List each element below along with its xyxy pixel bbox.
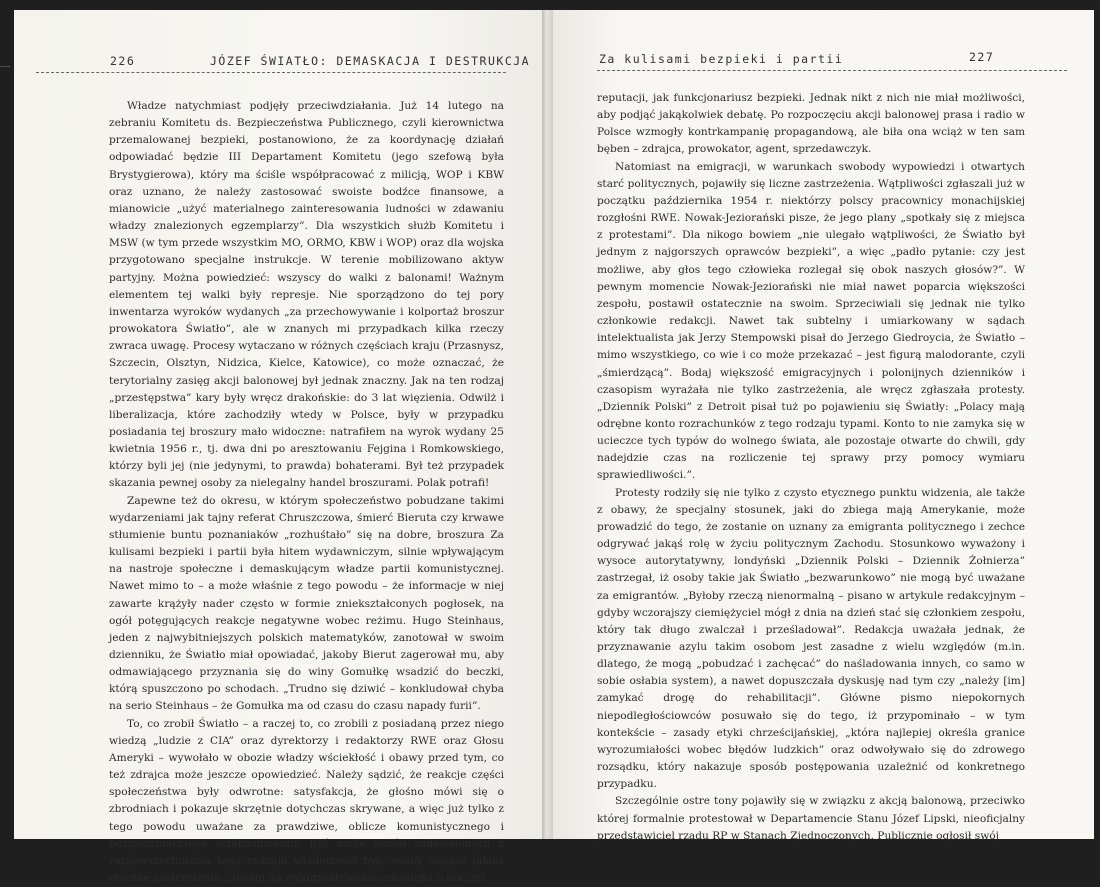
left-running-head: JÓZEF ŚWIATŁO: DEMASKACJA I DESTRUKCJA <box>210 54 531 68</box>
left-header-rule <box>36 72 506 73</box>
left-paragraph-1: Władze natychmiast podjęły przeciwdziałania. Już 14 lutego na zebraniu Komitetu ds. Bezpieczeństwa Publicznego, czyli kierownictwa przemalowanej bezpieki, postanowiono, że za koordynację działań odpowiadać będzie III Departament Komitetu (jego szefową była Brystygierowa), który ma ściśle współpracować z milicją, WOP i KBW oraz uznano, że należy zastosować swoiste bodźce finansowe, a mianowicie „użyć materialnego zainteresowania ludności w zdawaniu władzy znalezionych egzemplarzy”. Dla wszystkich służb Komitetu i MSW (w tym przede wszystkim MO, ORMO, KBW i WOP) oraz dla wojska przygotowano specjalne instrukcje. W terenie mobilizowano aktyw partyjny. Można powiedzieć: wszyscy do walki z balonami! Ważnym elementem tej walki były represje. Nie sporządzono do tej pory inwentarza wyroków wydanych „za przechowywanie i kolportaż broszur prowokatora Światło”, ale w znanych mi przypadkach kilka rzeczy zwraca uwagę. Procesy wytaczano w różnych częściach kraju (Przasnysz, Szczecin, Olsztyn, Nidzica, Kielce, Katowice), co może oznaczać, że terytorialny zasięg akcji balonowej był jednak znaczny. Jak na ten rodzaj „przestępstwa” kary były wręcz drakońskie: do 3 lat więzienia. Odwilż i liberalizacja, które zachodziły wtedy w Polsce, były w przypadku posiadania tej broszury mało widoczne: natrafiłem na wyrok wydany 25 kwietnia 1956 r., tj. dwa dni po aresztowaniu Fejgina i Romkowskiego, którzy byli jej (nie jedynymi, to prawda) bohaterami. Był też przypadek skazania pewnej osoby za nielegalny handel broszurami. Polak potrafi! <box>109 100 504 490</box>
right-paragraph-1: reputacji, jak funkcjonariusz bezpieki. Jednak nikt z nich nie miał możliwości, aby podjąć jakąkolwiek debatę. Po rozpoczęciu akcji balonowej prasa i radio w Polsce wzmogły kontrkampanię propagandową, ale biła ona wciąż w ten sam bęben – zdrajca, prowokator, agent, sprzedawczyk. <box>597 92 1025 156</box>
left-page <box>14 10 542 885</box>
left-page-number: 226 <box>110 54 136 68</box>
left-body <box>109 98 504 887</box>
right-header-rule <box>597 70 1067 71</box>
left-paragraph-3: To, co zrobił Światło – a raczej to, co zrobili z posiadaną przez niego wiedzą „ludzie z CIA” oraz dyrektorzy i redaktorzy RWE oraz Głosu Ameryki – wywołało w obozie władzy wściekłość i obawy przed tym, co też zdrajca może jeszcze opowiedzieć. Należy sądzić, że reakcje części społeczeństwa były odwrotne: satysfakcja, że głośno mówi się o zbrodniach i pokazuje skrzętnie dotychczas skrywane, a więc już tylko z tego powodu uważane za prawdziwe, oblicze komunistycznego i bezpieczniackiego establishmentu. Być może wśród zadowolonych z rozpowszechniania tego rodzaju wiadomości były osoby mające jakieś etyczne zastrzeżenia z uwagi na wykorzystywanie człowieka o tak złej <box>109 717 504 885</box>
right-paragraph-2: Natomiast na emigracji, w warunkach swobody wypowiedzi i otwartych starć politycznych, pojawiły się liczne zastrzeżenia. Wątpliwości zgłaszali już w początku października 1954 r. niektórzy polscy pracownicy monachijskiej rozgłośni RWE. Nowak-Jeziorański pisze, że jego plany „spotkały się z miejsca z protestami”. Dla nikogo bowiem „nie ulegało wątpliwości, że Światło był jednym z najgorszych oprawców bezpieki”, a więc „padło pytanie: czy jest możliwe, aby głos tego człowieka rozlegał się obok naszych głosów?”. W pewnym momencie Nowak-Jeziorański nie miał nawet poparcia większości zespołu, postawił ostatecznie na swoim. Sprzeciwiali się jednak nie tylko członkowie redakcji. Nawet tak subtelny i umiarkowany w sądach intelektualista jak Jerzy Stempowski pisał do Jerzego Giedroycia, że Światło – mimo wszystkiego, co wie i co może przekazać – jest figurą malodorante, czyli „śmierdzącą”. Bodaj większość emigracyjnych i polonijnych dzienników i czasopism wyrażała nie tylko zastrzeżenia, ale wręcz zgłaszała protesty. „Dziennik Polski” z Detroit pisał tuż po pojawieniu się Światły: „Polacy mają odrębne konto rozrachunków z tego rodzaju typami. Konto to nie zamyka się w ucieczce tych typów do wolnego świata, ale pozostaje otwarte do chwili, gdy nadejdzie czas na rozliczenie tej sprawy przy pomocy wymiaru sprawiedliwości.”. <box>597 160 1025 482</box>
margin-mark <box>0 66 10 67</box>
right-body <box>597 90 1025 845</box>
right-running-head: Za kulisami bezpieki i partii <box>599 52 844 66</box>
book-gutter <box>542 10 553 839</box>
left-paragraph-2: Zapewne też do okresu, w którym społeczeństwo pobudzane takimi wydarzeniami jak tajny referat Chruszczowa, śmierć Bieruta czy krwawe stłumienie buntu poznaniaków „rozhuśtało” się na dobre, broszura Za kulisami bezpieki i partii była hitem wydawniczym, silnie wpływającym na nastroje społeczne i demaskującym władze partii komunistycznej. Nawet mimo to – a może właśnie z tego powodu – że informacje w niej zawarte krążyły nader często w formie zniekształconych pogłosek, na ogół potęgujących reakcje negatywne wobec reżimu. Hugo Steinhaus, jeden z najwybitniejszych polskich matematyków, zanotował w swoim dzienniku, że Światło miał opowiadać, jakoby Bierut zagerował mu, aby odmawiającego przyznania się do winy Gomułkę wsadzić do beczki, którą spuszczono po schodach. „Trudno się dziwić – konkludował chyba na serio Steinhaus – że Gomułka ma od czasu do czasu napady furii”. <box>109 494 504 713</box>
right-paragraph-4: Szczególnie ostre tony pojawiły się w związku z akcją balonową, przeciwko której formalnie protestował w Departamencie Stanu Józef Lipski, nieoficjalny przedstawiciel rządu RP w Stanach Zjednoczonych. Publicznie ogłosił swój <box>597 795 1025 842</box>
right-paragraph-3: Protesty rodziły się nie tylko z czysto etycznego punktu widzenia, ale także z obawy, że specjalny stosunek, jaki do zbiega mają Amerykanie, może prowadzić do tego, że zostanie on uznany za emigranta politycznego i zechce odgrywać jakąś rolę w życiu politycznym Zachodu. Stosunkowo wyważony i wysoce autorytatywny, londyński „Dziennik Polski – Dziennik Żołnierza” zastrzegał, iż osoby takie jak Światło „bezwarunkowo” nie mogą być uważane za emigrantów. „Byłoby rzeczą nienormalną – pisano w artykule redakcyjnym – gdyby wczorajszy ciemiężyciel mógł z dnia na dzień stać się członkiem zespołu, który tak długo zwalczał i prześladował”. Redakcja uważała jednak, że przyznawanie azylu takim osobom jest zasadne z wielu względów (m.in. dlatego, że mogą „pobudzać i zachęcać” do naśladowania innych, co samo w sobie osłabia system), a nawet dopuszczała dyskusję nad tym czy „należy [im] zamykać drogę do rehabilitacji”. Główne pismo niepokornych niepodległościowców posuwało się do tego, iż przypominało – w tym kontekście – zasady etyki chrześcijańskiej, „która najlepiej określa granice wyrozumiałości wobec błędów ludzkich” oraz odwoływało się do zdrowego rozsądku, który nakazuje sposób postępowania uzależnić od konkretnego przypadku. <box>597 486 1025 791</box>
right-page-number: 227 <box>969 50 995 64</box>
right-page <box>553 10 1094 842</box>
